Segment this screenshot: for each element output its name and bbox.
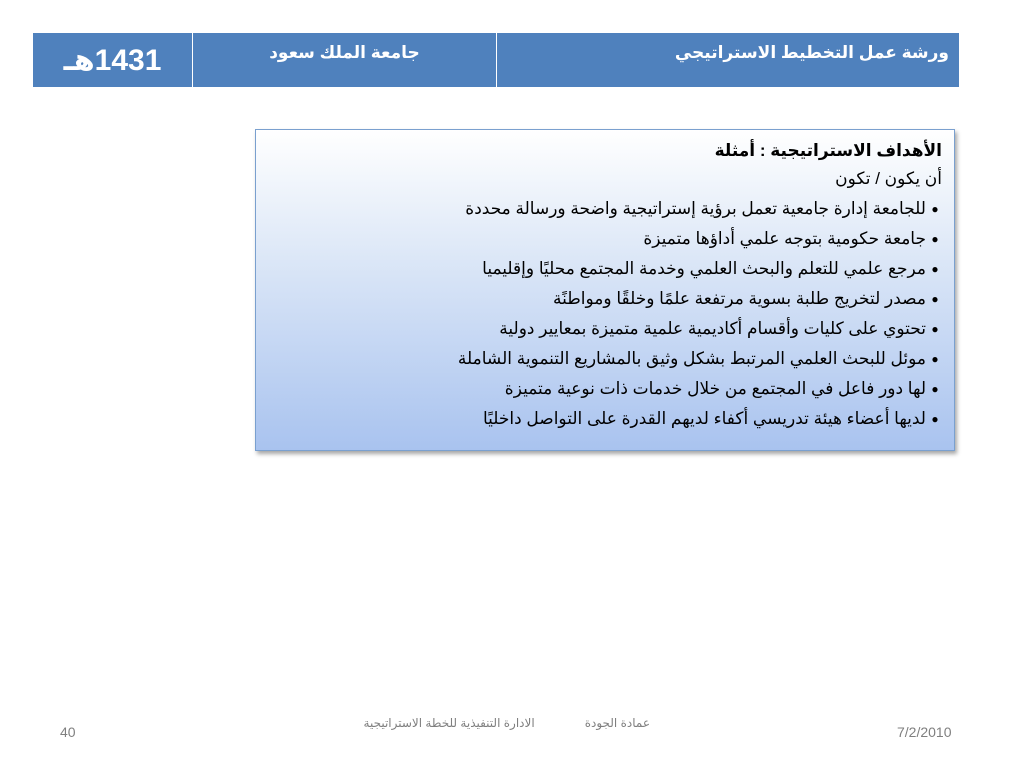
list-item-text: مرجع علمي للتعلم والبحث العلمي وخدمة المجتمع محليًا وإقليميا [482, 259, 926, 278]
goals-list [268, 194, 942, 434]
footer-center [360, 712, 650, 734]
list-item [268, 254, 942, 284]
bullet-icon: ● [931, 292, 939, 306]
bullet-icon: ● [931, 352, 939, 366]
footer-department: عمادة الجودة [584, 716, 650, 730]
footer-unit: الادارة التنفيذية للخطة الاستراتيجية [363, 716, 535, 730]
list-item [268, 374, 942, 404]
list-item [268, 344, 942, 374]
list-item [268, 314, 942, 344]
header-banner [32, 32, 960, 88]
content-title: الأهداف الاستراتيجية : أمثلة [714, 141, 942, 160]
header-year: 1431هـ [33, 33, 193, 87]
bullet-icon: ● [931, 382, 939, 396]
bullet-icon: ● [931, 232, 939, 246]
list-item [268, 194, 942, 224]
content-subtitle: أن يكون / تكون [835, 169, 942, 188]
bullet-icon: ● [931, 322, 939, 336]
bullet-icon: ● [931, 412, 939, 426]
list-item-text: للجامعة إدارة جامعية تعمل برؤية إستراتيجية واضحة ورسالة محددة [465, 199, 926, 218]
list-item-text: جامعة حكومية بتوجه علمي أداؤها متميزة [643, 229, 926, 248]
content-box [255, 129, 955, 451]
footer-date: 7/2/2010 [897, 724, 952, 740]
list-item [268, 284, 942, 314]
list-item [268, 404, 942, 434]
list-item-text: لها دور فاعل في المجتمع من خلال خدمات ذات نوعية متميزة [504, 379, 926, 398]
list-item-text: مصدر لتخريج طلبة بسوية مرتفعة علمًا وخلقًا ومواطنًة [553, 289, 926, 308]
bullet-icon: ● [931, 202, 939, 216]
footer-page-number: 40 [60, 724, 76, 740]
list-item [268, 224, 942, 254]
list-item-text: موئل للبحث العلمي المرتبط بشكل وثيق بالمشاريع التنموية الشاملة [457, 349, 926, 368]
list-item-text: لديها أعضاء هيئة تدريسي أكفاء لديهم القدرة على التواصل داخليًا [482, 409, 926, 428]
header-university: جامعة الملك سعود [193, 33, 497, 87]
header-workshop-title: ورشة عمل التخطيط الاستراتيجي [497, 33, 959, 87]
list-item-text: تحتوي على كليات وأقسام أكاديمية علمية متميزة بمعايير دولية [499, 319, 926, 338]
bullet-icon: ● [931, 262, 939, 276]
